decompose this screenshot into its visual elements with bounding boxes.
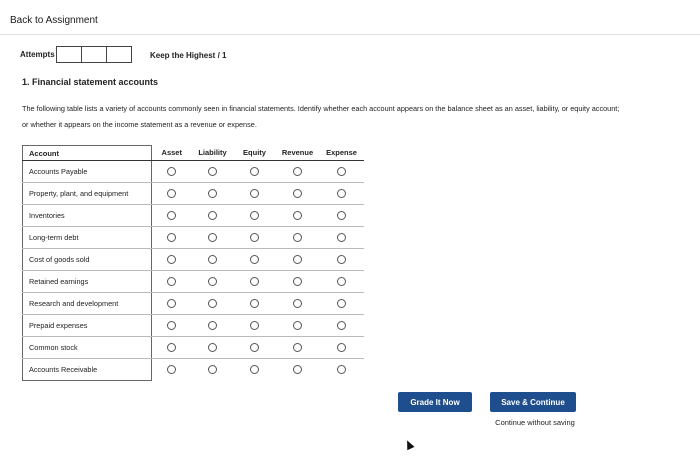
radio-expense[interactable] [337, 211, 346, 220]
radio-revenue[interactable] [293, 321, 302, 330]
table-row [23, 293, 364, 315]
radio-asset[interactable] [167, 321, 176, 330]
radio-equity[interactable] [250, 365, 259, 374]
radio-cell [152, 315, 192, 337]
radio-equity[interactable] [250, 343, 259, 352]
radio-expense[interactable] [337, 321, 346, 330]
question-title: 1. Financial statement accounts [22, 77, 159, 87]
radio-asset[interactable] [167, 299, 176, 308]
radio-asset[interactable] [167, 255, 176, 264]
account-name: Property, plant, and equipment [23, 183, 152, 205]
radio-cell [234, 271, 276, 293]
radio-cell [152, 337, 192, 359]
radio-equity[interactable] [250, 299, 259, 308]
radio-cell [276, 293, 320, 315]
radio-liability[interactable] [208, 211, 217, 220]
radio-liability[interactable] [208, 167, 217, 176]
radio-revenue[interactable] [293, 211, 302, 220]
account-name: Inventories [23, 205, 152, 227]
question-intro: The following table lists a variety of accounts commonly seen in financial statements. Identify whether each account appears on the balance sheet as an asset, liability, or equity account; or whether it appears on the income statement as a revenue or expense. [22, 104, 620, 129]
column-header: Expense [320, 146, 364, 161]
account-name: Accounts Payable [23, 161, 152, 183]
radio-expense[interactable] [337, 343, 346, 352]
radio-expense[interactable] [337, 233, 346, 242]
radio-cell [320, 183, 364, 205]
radio-liability[interactable] [208, 365, 217, 374]
radio-asset[interactable] [167, 189, 176, 198]
radio-cell [320, 161, 364, 183]
radio-cell [234, 337, 276, 359]
accounts-table [22, 145, 364, 381]
radio-cell [234, 183, 276, 205]
account-name: Accounts Receivable [23, 359, 152, 381]
table-row [23, 337, 364, 359]
radio-cell [276, 315, 320, 337]
attempt-box [56, 46, 82, 63]
radio-cell [152, 161, 192, 183]
mouse-pointer-icon [403, 439, 414, 451]
table-row [23, 183, 364, 205]
account-name: Long-term debt [23, 227, 152, 249]
radio-cell [276, 183, 320, 205]
back-to-assignment-link[interactable]: Back to Assignment [10, 15, 98, 26]
radio-liability[interactable] [208, 255, 217, 264]
radio-cell [320, 359, 364, 381]
radio-cell [234, 161, 276, 183]
radio-equity[interactable] [250, 255, 259, 264]
radio-revenue[interactable] [293, 277, 302, 286]
radio-equity[interactable] [250, 233, 259, 242]
radio-cell [320, 271, 364, 293]
radio-liability[interactable] [208, 277, 217, 286]
radio-cell [152, 205, 192, 227]
radio-cell [276, 205, 320, 227]
radio-revenue[interactable] [293, 233, 302, 242]
radio-cell [152, 359, 192, 381]
radio-cell [276, 337, 320, 359]
radio-cell [192, 271, 234, 293]
radio-liability[interactable] [208, 343, 217, 352]
radio-cell [320, 293, 364, 315]
table-row [23, 161, 364, 183]
radio-cell [320, 227, 364, 249]
radio-cell [192, 161, 234, 183]
radio-cell [276, 359, 320, 381]
account-name: Common stock [23, 337, 152, 359]
table-row [23, 359, 364, 381]
radio-revenue[interactable] [293, 343, 302, 352]
radio-cell [276, 161, 320, 183]
radio-revenue[interactable] [293, 189, 302, 198]
radio-cell [276, 227, 320, 249]
radio-cell [234, 293, 276, 315]
radio-cell [192, 205, 234, 227]
table-row [23, 315, 364, 337]
radio-cell [152, 249, 192, 271]
radio-liability[interactable] [208, 321, 217, 330]
radio-cell [192, 293, 234, 315]
radio-liability[interactable] [208, 299, 217, 308]
radio-liability[interactable] [208, 233, 217, 242]
continue-without-saving-link[interactable]: Continue without saving [495, 418, 575, 427]
radio-asset[interactable] [167, 167, 176, 176]
radio-cell [276, 271, 320, 293]
radio-expense[interactable] [337, 299, 346, 308]
radio-revenue[interactable] [293, 299, 302, 308]
radio-cell [192, 315, 234, 337]
table-header-row [23, 146, 364, 161]
radio-expense[interactable] [337, 167, 346, 176]
column-header: Equity [234, 146, 276, 161]
account-name: Research and development [23, 293, 152, 315]
column-header: Account [23, 146, 152, 161]
radio-cell [152, 271, 192, 293]
radio-cell [152, 183, 192, 205]
column-header: Revenue [276, 146, 320, 161]
keep-highest-label: Keep the Highest / 1 [150, 51, 227, 60]
radio-asset[interactable] [167, 277, 176, 286]
table-row [23, 249, 364, 271]
radio-cell [192, 249, 234, 271]
radio-cell [276, 249, 320, 271]
radio-expense[interactable] [337, 277, 346, 286]
attempt-boxes [57, 46, 132, 63]
radio-expense[interactable] [337, 255, 346, 264]
radio-cell [320, 249, 364, 271]
radio-expense[interactable] [337, 189, 346, 198]
radio-equity[interactable] [250, 167, 259, 176]
radio-equity[interactable] [250, 211, 259, 220]
radio-cell [234, 359, 276, 381]
column-header: Liability [192, 146, 234, 161]
radio-asset[interactable] [167, 211, 176, 220]
attempts-label: Attempts [20, 50, 55, 59]
radio-cell [234, 249, 276, 271]
radio-revenue[interactable] [293, 167, 302, 176]
radio-liability[interactable] [208, 189, 217, 198]
column-header: Asset [152, 146, 192, 161]
radio-cell [152, 293, 192, 315]
attempt-box [81, 46, 107, 63]
table-row [23, 227, 364, 249]
radio-asset[interactable] [167, 343, 176, 352]
table-row [23, 205, 364, 227]
radio-cell [192, 359, 234, 381]
radio-cell [320, 337, 364, 359]
radio-cell [234, 227, 276, 249]
radio-revenue[interactable] [293, 365, 302, 374]
save-and-continue-button[interactable]: Save & Continue [490, 392, 576, 412]
radio-cell [234, 205, 276, 227]
grade-it-now-button[interactable]: Grade It Now [398, 392, 472, 412]
account-name: Retained earnings [23, 271, 152, 293]
header-divider [0, 34, 700, 35]
attempts-indicator [20, 46, 132, 63]
radio-revenue[interactable] [293, 255, 302, 264]
radio-cell [152, 227, 192, 249]
radio-equity[interactable] [250, 277, 259, 286]
radio-cell [320, 205, 364, 227]
radio-cell [192, 227, 234, 249]
account-name: Prepaid expenses [23, 315, 152, 337]
radio-asset[interactable] [167, 365, 176, 374]
radio-cell [192, 337, 234, 359]
radio-cell [320, 315, 364, 337]
attempt-box [106, 46, 132, 63]
radio-expense[interactable] [337, 365, 346, 374]
table-row [23, 271, 364, 293]
accounts-table-body [23, 161, 364, 381]
radio-equity[interactable] [250, 321, 259, 330]
radio-equity[interactable] [250, 189, 259, 198]
radio-cell [192, 183, 234, 205]
account-name: Cost of goods sold [23, 249, 152, 271]
radio-asset[interactable] [167, 233, 176, 242]
radio-cell [234, 315, 276, 337]
